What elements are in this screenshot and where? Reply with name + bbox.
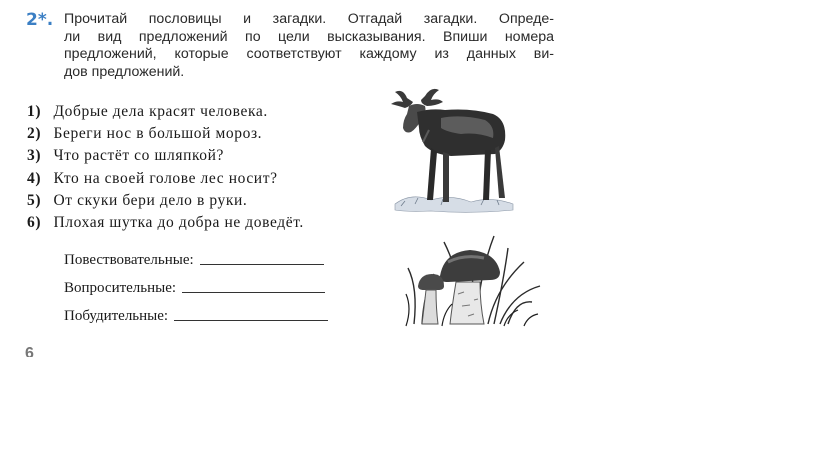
proverb-list [27,101,304,234]
instruction-line: Прочитай пословицы и загадки. Отгадай загадки. Опреде- [64,11,554,27]
answer-blank-narrative[interactable] [200,264,324,265]
list-item [27,190,304,212]
answer-row-imperative [64,303,328,325]
item-number: 6) [27,214,42,232]
item-text: Плохая шутка до добра не доведёт. [53,214,304,232]
list-item [27,212,304,234]
answer-label: Вопросительные: [64,280,177,296]
task-instructions [64,11,554,81]
answer-blank-interrogative[interactable] [182,292,325,293]
list-item [27,101,304,123]
item-text: От скуки бери дело в руки. [53,191,248,209]
item-number: 3) [27,147,42,165]
list-item [27,168,304,190]
item-text: Что растёт со шляпкой? [53,147,225,165]
task-number: 2*. [26,10,54,30]
moose-illustration [381,84,521,216]
item-text: Кто на своей голове лес носит? [53,169,278,187]
answer-row-interrogative [64,275,325,297]
item-number: 1) [27,103,42,120]
answer-label: Повествовательные: [64,252,194,268]
answer-row-narrative [64,247,324,269]
list-item [27,123,304,145]
page-number: 6 [25,345,34,357]
item-number: 2) [27,125,42,143]
instruction-line: ли вид предложений по цели высказывания. Впиши номера [64,28,554,45]
instruction-line: предложений, которые соответствуют каждому из данных ви- [64,46,554,62]
answer-blank-imperative[interactable] [174,320,328,321]
item-number: 4) [27,169,42,187]
list-item [27,145,304,167]
item-number: 5) [27,191,42,209]
instruction-line: дов предложений. [64,63,185,80]
mushroom-illustration [404,228,544,328]
answer-label: Побудительные: [64,308,169,324]
item-text: Добрые дела красят человека. [53,103,268,120]
item-text: Береги нос в большой мороз. [53,125,263,143]
